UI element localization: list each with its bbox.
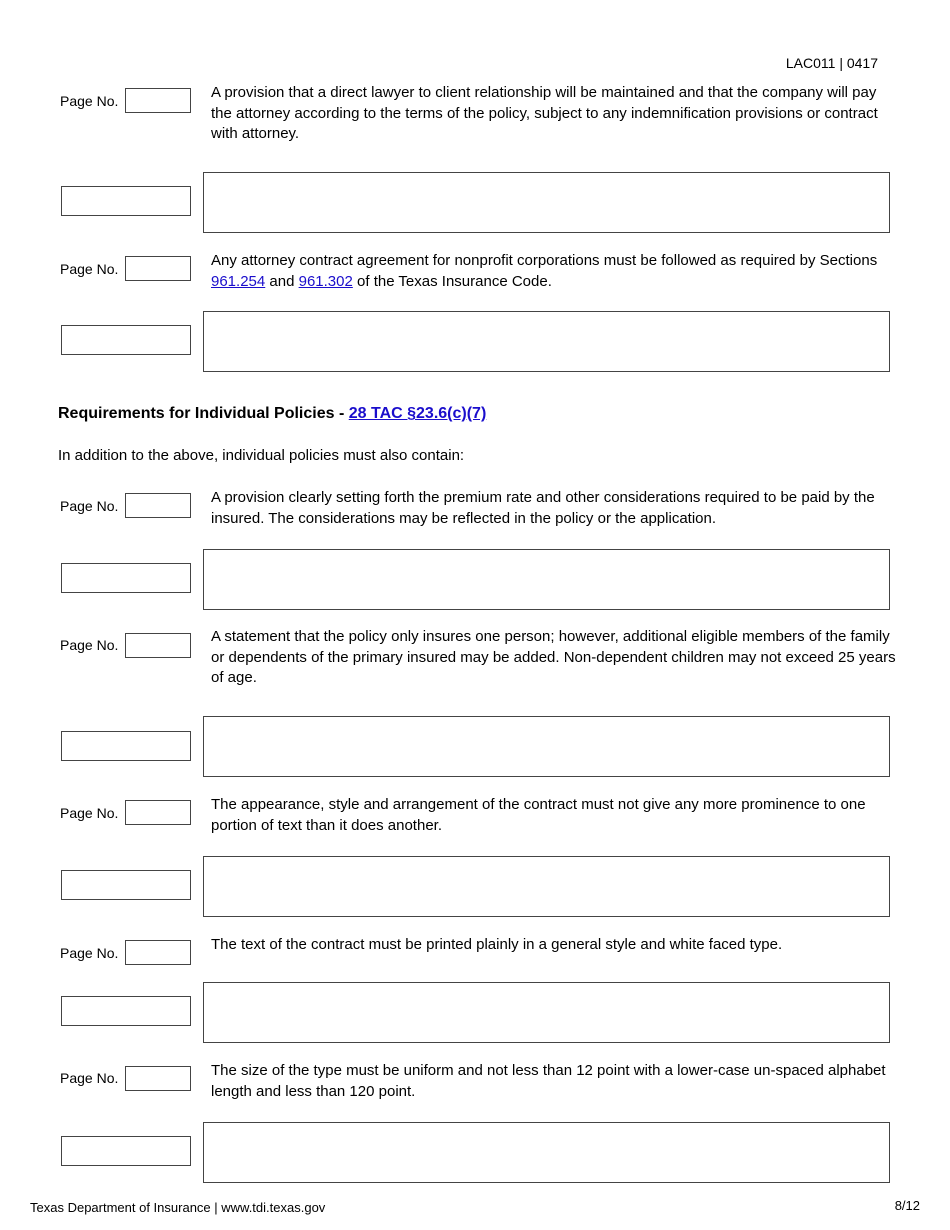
page-no-label: Page No. [60, 261, 119, 277]
requirement-text-1: A provision that a direct lawyer to client relationship will be maintained and that the company will pay the attorney according to the terms of the policy, subject to any indemnification provisions or contract with attorney. [211, 84, 878, 142]
requirement-text-2-part: of the Texas Insurance Code. [352, 272, 552, 290]
response-code-input-6[interactable] [61, 996, 191, 1026]
comment-input-5[interactable] [203, 856, 890, 917]
footer-agency: Texas Department of Insurance | www.tdi.texas.gov [30, 1200, 326, 1215]
page-number: 8/12 [894, 1198, 920, 1213]
link-961-302[interactable]: 961.302 [298, 272, 353, 290]
page-no-input-5[interactable] [125, 800, 191, 825]
comment-input-4[interactable] [203, 716, 890, 777]
comment-input-6[interactable] [203, 982, 890, 1043]
requirement-text-7: The size of the type must be uniform and not less than 12 point with a lower-case un-spaced alphabet length and less than 120 point. [211, 1062, 886, 1100]
form-code: LAC011 | 0417 [785, 55, 878, 71]
requirement-text-4: A statement that the policy only insures one person; however, additional eligible members of the family or dependents of the primary insured may be added. Non-dependent children may not exceed 25 years of age. [211, 628, 896, 686]
page-no-label: Page No. [60, 93, 119, 109]
requirement-text-5: The appearance, style and arrangement of the contract must not give any more prominence to one portion of text than it does another. [211, 796, 866, 834]
response-code-input-7[interactable] [61, 1136, 191, 1166]
comment-input-2[interactable] [203, 311, 890, 372]
section-heading-text: Requirements for Individual Policies - [58, 405, 349, 422]
page-no-label: Page No. [60, 805, 119, 821]
tac-link[interactable]: 28 TAC §23.6(c)(7) [348, 405, 487, 422]
comment-input-1[interactable] [203, 172, 890, 233]
page-no-label: Page No. [60, 498, 119, 514]
page-no-label: Page No. [60, 945, 119, 961]
response-code-input-1[interactable] [61, 186, 191, 216]
requirement-text-2 [211, 251, 896, 292]
requirement-text-2-part: Any attorney contract agreement for nonprofit corporations must be followed as required by Sections [211, 252, 878, 269]
response-code-input-5[interactable] [61, 870, 191, 900]
requirement-text-2-part: and [265, 272, 299, 290]
section-intro: In addition to the above, individual policies must also contain: [58, 447, 465, 464]
section-heading [58, 405, 486, 423]
requirement-text-3: A provision clearly setting forth the premium rate and other considerations required to be paid by the insured. The considerations may be reflected in the policy or the application. [211, 489, 875, 527]
link-961-254[interactable]: 961.254 [211, 272, 266, 290]
page-no-input-4[interactable] [125, 633, 191, 658]
requirement-text-6: The text of the contract must be printed plainly in a general style and white faced type. [211, 936, 783, 953]
page-no-input-3[interactable] [125, 493, 191, 518]
comment-input-3[interactable] [203, 549, 890, 610]
page-no-label: Page No. [60, 1070, 119, 1086]
page-no-input-6[interactable] [125, 940, 191, 965]
response-code-input-4[interactable] [61, 731, 191, 761]
page-no-input-7[interactable] [125, 1066, 191, 1091]
response-code-input-2[interactable] [61, 325, 191, 355]
page-no-label: Page No. [60, 637, 119, 653]
page-no-input-2[interactable] [125, 256, 191, 281]
page-no-input-1[interactable] [125, 88, 191, 113]
response-code-input-3[interactable] [61, 563, 191, 593]
comment-input-7[interactable] [203, 1122, 890, 1183]
